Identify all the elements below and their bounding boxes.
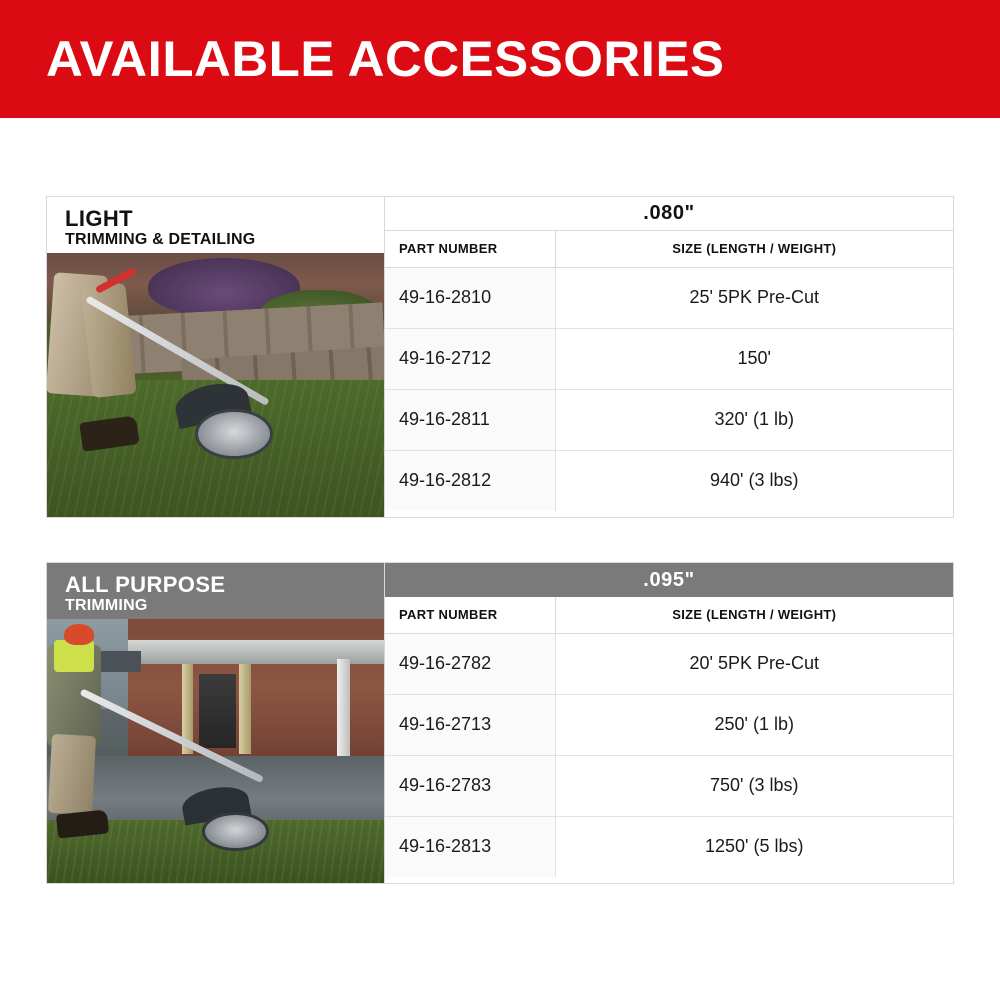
category-header [47,563,384,619]
section-left-column [47,197,385,517]
table-row [385,694,953,755]
cell-size: 750' (3 lbs) [555,755,953,816]
table-header-row [385,231,953,267]
column-header-size: SIZE (LENGTH / WEIGHT) [555,597,953,633]
category-title: ALL PURPOSE [65,571,226,597]
cell-size: 940' (3 lbs) [710,470,799,491]
column-header-part-number: PART NUMBER [385,231,555,267]
cell-part-number: 49-16-2713 [385,694,555,755]
cell-part-number: 49-16-2812 [385,450,555,511]
table-row [385,816,953,877]
cell-size: 150' [555,328,953,389]
cell-size: 20' 5PK Pre-Cut [555,633,953,694]
cell-size: 1250' (5 lbs) [705,836,804,857]
category-subtitle: TRIMMING & DETAILING [65,231,256,249]
cell-part-number: 49-16-2783 [385,755,555,816]
table-row [385,755,953,816]
cell-size: 250' (1 lb) [555,694,953,755]
accessory-section-all-purpose [46,562,954,884]
accessory-table-all-purpose [385,597,953,877]
table-header-row [385,597,953,633]
product-photo-light-trimming [47,253,384,517]
cell-size: 25' 5PK Pre-Cut [555,267,953,328]
category-title: LIGHT [65,205,133,231]
cell-size: 320' (1 lb) [555,389,953,450]
cell-part-number: 49-16-2811 [385,389,555,450]
table-row [385,633,953,694]
cell-part-number: 49-16-2813 [385,816,555,877]
accessory-section-light [46,196,954,518]
table-row [385,389,953,450]
product-photo-all-purpose-trimming [47,619,384,883]
cell-part-number: 49-16-2782 [385,633,555,694]
gauge-label: .080" [385,197,953,231]
category-header [47,197,384,253]
section-right-column [385,563,953,883]
accessory-table-light [385,231,953,511]
cell-part-number: 49-16-2810 [385,267,555,328]
cell-part-number: 49-16-2712 [385,328,555,389]
page-banner [0,0,1000,118]
table-row [385,450,953,511]
column-header-part-number: PART NUMBER [385,597,555,633]
section-right-column [385,197,953,517]
table-row [385,328,953,389]
gauge-label: .095" [385,563,953,597]
section-left-column [47,563,385,883]
column-header-size: SIZE (LENGTH / WEIGHT) [555,231,953,267]
table-row [385,267,953,328]
page-title: AVAILABLE ACCESSORIES [46,31,725,87]
category-subtitle: TRIMMING [65,597,148,615]
